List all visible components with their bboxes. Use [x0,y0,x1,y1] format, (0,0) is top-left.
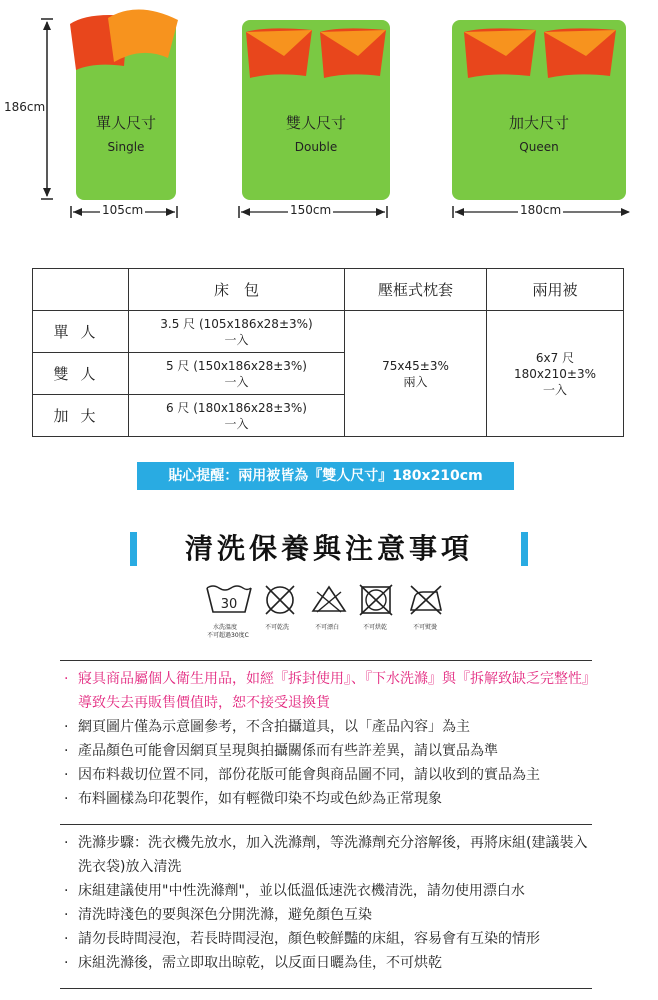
pillowcase-qty: 兩入 [403,374,428,389]
bullet: · [64,907,69,923]
list-item [60,903,592,927]
care-caption: 不可熨燙 [413,624,438,631]
header-pillowcase: 壓框式枕套 [345,269,487,311]
row-label-double: 雙人 [33,353,129,395]
list-item [60,763,592,787]
table-corner-cell [33,269,129,311]
width-dimension-single [70,204,178,218]
note-text: 網頁圖片僅為示意圖參考，不含拍攝道具，以「產品內容」為主 [78,719,470,735]
bed-sheet-cell [129,395,345,437]
table-row [33,311,624,353]
note-text: 洗滌步驟：洗衣機先放水，加入洗滌劑，等洗滌劑充分溶解後，再將床組(建議裝入洗衣袋)放入清洗 [78,835,588,875]
list-item [60,879,592,903]
bed-sheet-size: 6 尺 (180x186x28±3%) [165,400,307,415]
bed-sheet-qty: 一入 [224,416,249,431]
bed-name: 加大尺寸 [508,114,569,132]
pillow-icon [68,6,184,76]
pillowcase-cell [345,311,487,437]
no-tumble-dry-icon [359,584,393,616]
bed-english-name: Single [107,140,145,154]
note-text: 清洗時淺色的要與深色分開洗滌，避免顏色互染 [78,907,372,923]
bullet: · [64,835,69,851]
note-text: 布料圖樣為印花製作，如有輕微印染不均或色紗為正常現象 [78,791,442,807]
bullet: · [64,743,69,759]
note-text: 床組建議使用"中性洗滌劑"，並以低溫低速洗衣機清洗，請勿使用漂白水 [78,883,525,899]
bed-name: 雙人尺寸 [285,114,346,132]
pillow-icon [244,26,388,82]
bed-sheet-cell [129,353,345,395]
width-label: 150cm [290,203,332,217]
no-bleach-icon [311,584,347,614]
bed-english-name: Queen [519,140,559,154]
wash-temp-value: 30 [220,597,238,612]
washing-instructions-list [60,824,592,975]
pillow-icon [462,26,618,82]
wash-30-icon [205,584,253,614]
quilt-qty: 一入 [542,382,567,397]
note-text: 請勿長時間浸泡，若長時間浸泡，顏色較鮮豔的床組，容易會有互染的情形 [78,931,540,947]
list-item [60,951,592,975]
care-symbols [205,584,455,644]
row-label-single: 單人 [33,311,129,353]
bottom-divider [60,988,592,989]
bullet: · [64,767,69,783]
quilt-cell [487,311,624,437]
list-item [60,787,592,811]
width-dimension-double [238,204,388,218]
quilt-size-feet: 6x7 尺 [535,350,575,365]
note-text: 因布料裁切位置不同，部份花版可能會與商品圖不同，請以收到的實品為主 [78,767,540,783]
heading-text: 清洗保養與注意事項 [184,532,473,565]
bullet: · [64,671,69,687]
care-caption: 不可超過30度C [207,632,249,639]
bullet: · [64,883,69,899]
header-bed-sheet: 床 包 [129,269,345,311]
quilt-size-cm: 180x210±3% [513,366,596,381]
bed-queen [452,20,626,200]
bullet: · [64,931,69,947]
care-caption: 不可漂白 [315,624,340,631]
list-item [60,927,592,951]
bed-sheet-size: 3.5 尺 (105x186x28±3%) [160,316,313,331]
note-text: 寢具商品屬個人衛生用品，如經『拆封使用』、『下水洗滌』與『拆解致缺乏完整性』導致失去再販售價值時，恕不接受退換貨 [78,671,589,711]
care-caption: 不可烘乾 [363,624,388,631]
list-item [60,831,592,879]
bed-size-diagrams [0,0,658,235]
bed-english-name: Double [294,140,338,154]
no-dry-clean-icon [263,584,297,616]
bed-sheet-size: 5 尺 (150x186x28±3%) [165,358,307,373]
care-caption: 不可乾洗 [265,624,290,631]
bed-single [76,20,176,200]
pillowcase-size: 75x45±3% [382,358,449,373]
bed-double [242,20,390,200]
bullet: · [64,791,69,807]
bullet: · [64,955,69,971]
heading-accent-bar [521,532,528,566]
size-table [32,268,624,437]
tip-banner: 貼心提醒：兩用被皆為『雙人尺寸』180x210cm [137,462,514,490]
note-text: 床組洗滌後，需立即取出晾乾，以反面日曬為佳，不可烘乾 [78,955,442,971]
width-dimension-queen [452,204,632,218]
row-label-queen: 加大 [33,395,129,437]
heading-accent-bar [130,532,137,566]
care-caption: 水洗溫度 [213,624,238,631]
width-label: 105cm [102,203,144,217]
list-item [60,715,592,739]
bed-sheet-qty: 一入 [224,374,249,389]
bed-sheet-qty: 一入 [224,332,249,347]
bed-name: 單人尺寸 [95,114,156,132]
bed-sheet-cell [129,311,345,353]
table-header-row [33,269,624,311]
list-item [60,667,592,715]
notice-list [60,660,592,811]
list-item [60,739,592,763]
height-label: 186cm [4,100,46,114]
header-quilt: 兩用被 [487,269,624,311]
note-text: 產品顏色可能會因網頁呈現與拍攝關係而有些許差異，請以實品為準 [78,743,498,759]
width-label: 180cm [520,203,562,217]
bullet: · [64,719,69,735]
no-iron-icon [407,584,445,616]
care-heading [130,530,528,568]
